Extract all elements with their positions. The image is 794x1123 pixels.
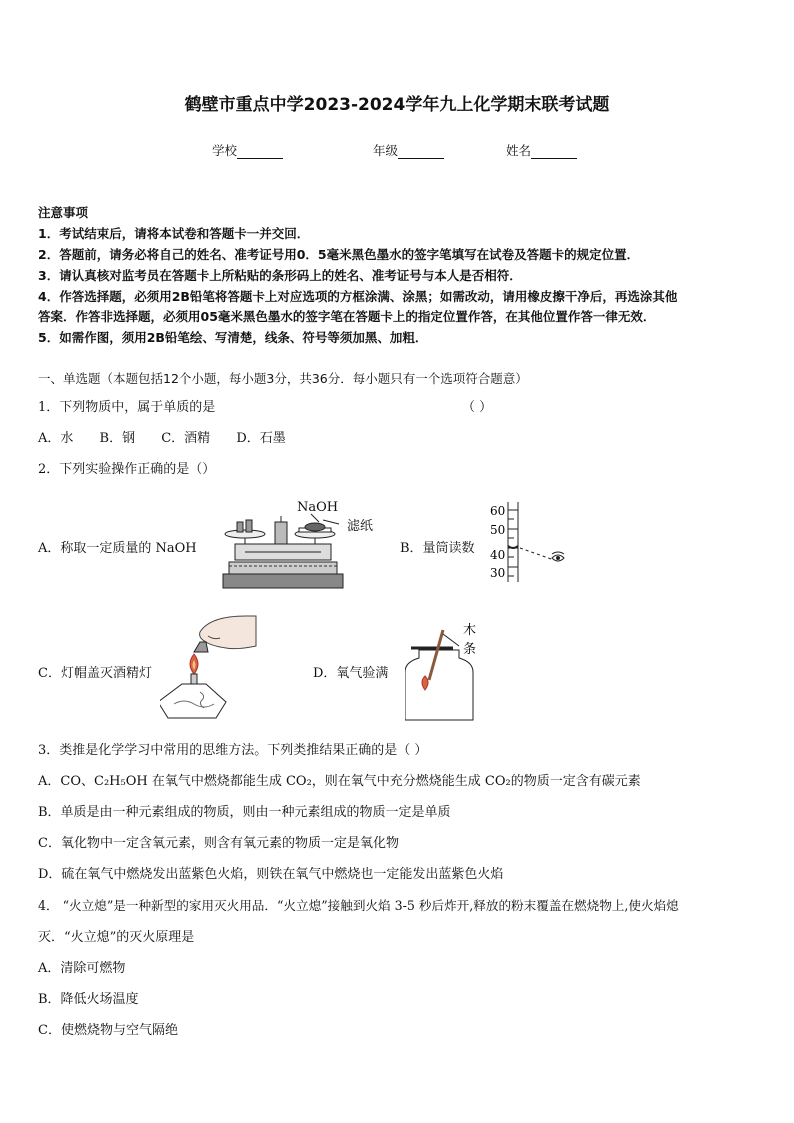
notice-item: 5．如需作图，须用2B铅笔绘、写清楚，线条、符号等须加黑、加粗． xyxy=(38,330,428,345)
filter-paper-label: 滤纸 xyxy=(347,519,374,534)
eye-icon xyxy=(552,552,564,561)
school-field[interactable] xyxy=(212,141,283,159)
scale-tick-label: 30 xyxy=(490,566,506,580)
alcohol-lamp-illustration xyxy=(160,612,260,722)
grade-label: 年级 xyxy=(373,143,399,158)
grade-field[interactable] xyxy=(373,141,444,159)
notice-item: 1．考试结束后，请将本试卷和答题卡一并交回． xyxy=(38,226,310,241)
name-label: 姓名 xyxy=(506,143,532,158)
notice-item: 4．作答选择题，必须用2B铅笔将答题卡上对应选项的方框涂满、涂黑；如需改动，请用橡皮擦干净后，再选涂其他 xyxy=(38,289,678,304)
wood-label-bottom: 条 xyxy=(463,642,477,657)
option-b[interactable]: B．钢 xyxy=(99,431,136,446)
page-title: 鹤壁市重点中学2023-2024学年九上化学期末联考试题 xyxy=(184,95,610,115)
question-2-option-c[interactable]: C．灯帽盖灭酒精灯 xyxy=(38,666,152,681)
school-label: 学校 xyxy=(212,143,238,158)
wood-label-top: 木 xyxy=(463,623,477,638)
scale-tick-label: 60 xyxy=(490,504,506,518)
name-field[interactable] xyxy=(506,141,577,159)
school-blank[interactable] xyxy=(237,146,283,159)
option-a[interactable]: A．水 xyxy=(38,431,74,446)
option-d[interactable]: D．石墨 xyxy=(236,431,286,446)
question-2-stem: 2．下列实验操作正确的是（） xyxy=(38,462,216,477)
scale-tick-label: 40 xyxy=(490,548,506,562)
question-1-stem: 1．下列物质中，属于单质的是 xyxy=(38,400,216,415)
oxygen-test-illustration xyxy=(405,620,495,724)
question-1-options xyxy=(38,427,308,446)
question-3-option-b[interactable]: B．单质是由一种元素组成的物质，则由一种元素组成的物质一定是单质 xyxy=(38,805,451,820)
question-4-stem-line-1: 4． “火立熄”是一种新型的家用灭火用品．“火立熄”接触到火焰 3-5 秒后炸开,释放的粉末覆盖在燃烧物上,使火焰熄 xyxy=(38,898,679,913)
name-blank[interactable] xyxy=(531,146,577,159)
question-3-option-d[interactable]: D．硫在氧气中燃烧发出蓝紫色火焰，则铁在氧气中燃烧也一定能发出蓝紫色火焰 xyxy=(38,867,504,882)
question-4-option-b[interactable]: B．降低火场温度 xyxy=(38,992,139,1007)
option-c[interactable]: C．酒精 xyxy=(161,431,211,446)
section-heading: 一、单选题（本题包括12个小题，每小题3分，共36分．每小题只有一个选项符合题意） xyxy=(38,371,528,386)
question-1-bracket: （ ） xyxy=(462,400,493,415)
question-2-option-a[interactable]: A．称取一定质量的 NaOH xyxy=(38,541,197,556)
question-3-stem: 3．类推是化学学习中常用的思维方法。下列类推结果正确的是（ ） xyxy=(38,743,428,758)
weight-icon xyxy=(237,522,243,532)
question-4-option-a[interactable]: A．清除可燃物 xyxy=(38,961,126,976)
hand-icon xyxy=(200,616,256,649)
notice-item: 2．答题前，请务必将自己的姓名、准考证号用0．5毫米黑色墨水的签字笔填写在试卷及答题卡的规定位置． xyxy=(38,247,640,262)
question-4-option-c[interactable]: C．使燃烧物与空气隔绝 xyxy=(38,1023,178,1038)
question-3-option-a[interactable]: A．CO、C₂H₅OH 在氧气中燃烧都能生成 CO₂，则在氧气中充分燃烧能生成 CO₂的物质一定含有碳元素 xyxy=(38,774,641,789)
weight-icon xyxy=(246,520,252,532)
scale-tick-label: 50 xyxy=(490,523,506,537)
notice-item: 答案．作答非选择题，必须用05毫米黑色墨水的签字笔在答题卡上的指定位置作答，在其他位置作答一律无效． xyxy=(38,309,656,324)
notice-item: 3．请认真核对监考员在答题卡上所粘贴的条形码上的姓名、准考证号与本人是否相符． xyxy=(38,268,522,283)
question-2-option-b[interactable]: B．量筒读数 xyxy=(400,541,475,556)
graduated-cylinder-illustration xyxy=(484,500,574,586)
notice-heading: 注意事项 xyxy=(38,205,89,220)
naoh-label: NaOH xyxy=(297,500,339,515)
question-4-stem-line-2: 灭．“火立熄”的灭火原理是 xyxy=(38,930,195,945)
question-3-option-c[interactable]: C．氧化物中一定含氧元素，则含有氧元素的物质一定是氧化物 xyxy=(38,836,399,851)
grade-blank[interactable] xyxy=(398,146,444,159)
balance-illustration xyxy=(215,496,385,592)
question-2-option-d[interactable]: D．氧气验满 xyxy=(313,666,389,681)
flame-icon xyxy=(190,654,198,674)
lamp-cap-icon xyxy=(194,642,208,652)
